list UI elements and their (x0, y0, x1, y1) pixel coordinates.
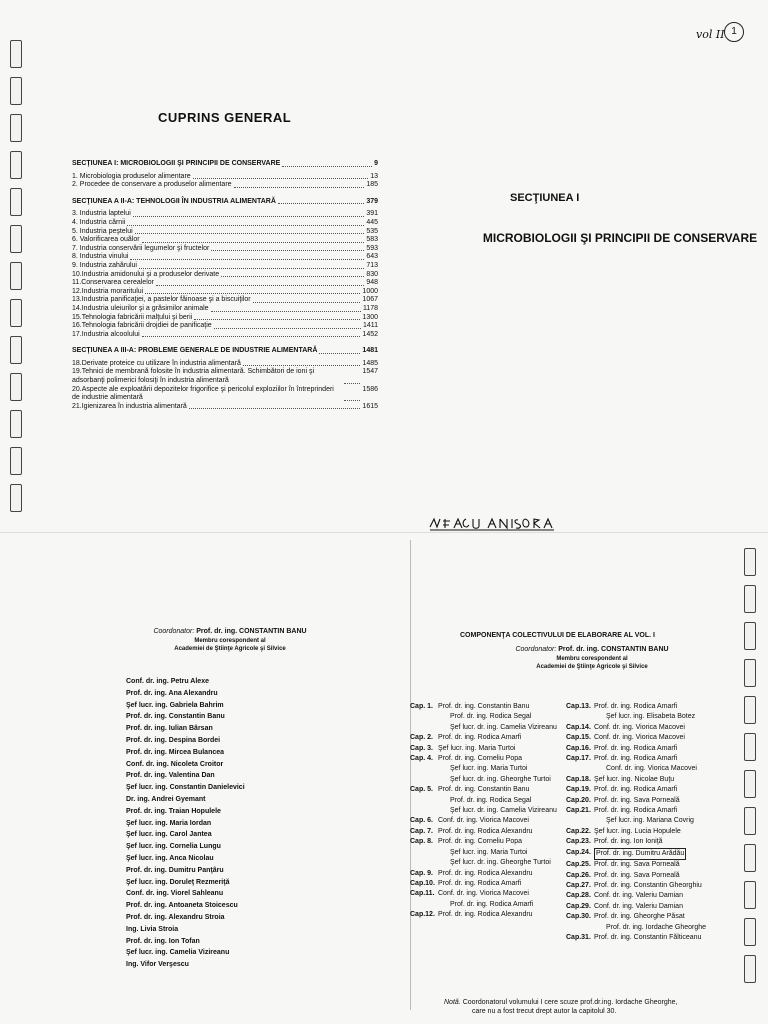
toc-section-label: SECŢIUNEA A III-A: PROBLEME GENERALE DE INDUSTRIE ALIMENTARĂ (72, 347, 318, 355)
binder-holes-left (10, 40, 24, 521)
toc-dot-leader (130, 253, 364, 260)
note-label: Notă. (444, 999, 461, 1006)
chapter-author-row (410, 712, 570, 722)
toc-item (72, 279, 378, 288)
chapter-author-name: Prof. dr. ing. Rodica Alexandru (438, 869, 533, 877)
toc-item (72, 296, 378, 305)
chapter-author-name: Şef lucr. dr. ing. Camelia Vizireanu (450, 807, 557, 815)
chapter-author-row (566, 785, 766, 795)
toc-item-page: 1547 (362, 368, 378, 376)
chapter-number: Cap.28. (566, 892, 591, 900)
author-name: Prof. dr. ing. Mircea Bulancea (126, 748, 225, 756)
chapter-author-row (566, 933, 766, 943)
toc-dot-leader (344, 368, 360, 383)
chapter-author-row (410, 785, 570, 795)
author-name: Prof. dr. ing. Ion Tofan (126, 937, 200, 945)
toc-item-page: 1615 (362, 402, 378, 410)
toc-item-page: 1067 (362, 296, 378, 304)
chapter-author-name: Prof. dr. ing. Corneliu Popa (438, 838, 523, 846)
toc-item-page: 185 (366, 181, 378, 189)
toc-item-page: 535 (366, 227, 378, 235)
author-name: Ing. Vifor Verşescu (126, 961, 189, 969)
chapter-author-name: Prof. dr. ing. Rodica Amarfi (438, 879, 522, 887)
toc-item-page: 1485 (362, 359, 378, 367)
footnote (444, 998, 677, 1016)
chapter-author-row (566, 702, 766, 712)
chapter-author-row (566, 816, 766, 826)
toc-item-page: 583 (366, 236, 378, 244)
toc-section-row (72, 347, 378, 356)
toc-item-label: 20.Aspecte ale exploatării depozitelor frigorifice şi pericolul exploziilor în întreprinderi de industrie alimentară (72, 385, 334, 402)
chapter-author-name: Conf. dr. ing. Viorica Macovei (594, 734, 685, 742)
binder-hole (10, 336, 22, 364)
chapter-author-name: Prof. dr. ing. Rodica Amarfi (450, 900, 534, 908)
toc-item (72, 228, 378, 237)
toc-section-page: 1481 (362, 347, 378, 355)
binder-hole (10, 299, 22, 327)
chapter-number: Cap.21. (566, 807, 591, 815)
toc-item-label: 18.Derivate proteice cu utilizare în industria alimentară (72, 359, 241, 367)
chapter-author-row (410, 858, 570, 868)
toc-item (72, 262, 378, 271)
chapter-author-row (410, 796, 570, 806)
toc-item (72, 181, 378, 190)
toc-item (72, 245, 378, 254)
chapter-author-row (566, 712, 766, 722)
chapter-author-name: Şef lucr. ing. Elisabeta Botez (606, 713, 696, 721)
chapter-number: Cap.11. (410, 890, 435, 898)
author-name: Şef lucr. ing. Cornelia Lungu (126, 843, 221, 851)
coordinator-line1: Membru corespondent al (556, 655, 628, 662)
author-name: Şef lucr. ing. Gabriela Bahrim (126, 701, 224, 709)
signature-scribble (428, 515, 558, 533)
chapter-author-row (410, 848, 570, 858)
chapter-number: Cap.24. (566, 848, 591, 856)
coordinator-name: Prof. dr. ing. CONSTANTIN BANU (196, 628, 307, 635)
toc-item-label: 4. Industria cărnii (72, 218, 126, 226)
toc-item (72, 271, 378, 280)
chapter-author-row (410, 754, 570, 764)
chapter-author-name: Prof. dr. ing. Rodica Amarfi (594, 744, 678, 752)
chapter-author-name: Şef lucr. ing. Maria Turtoi (438, 744, 516, 752)
chapter-author-row (410, 806, 570, 816)
toc-item-label: 12.Industria moraritului (72, 287, 144, 295)
toc-dot-leader (193, 173, 369, 180)
chapter-author-row (566, 881, 766, 891)
chapter-number (410, 796, 450, 806)
chapter-author-row (410, 816, 570, 826)
chapter-number (410, 900, 450, 910)
chapter-author-row (410, 837, 570, 847)
chapter-author-row (410, 733, 570, 743)
binder-hole (10, 410, 22, 438)
chapter-author-name: Prof. dr. ing. Rodica Segal (450, 713, 532, 721)
chapter-author-name: Prof. dr. ing. Constantin Banu (438, 786, 530, 794)
components-title: COMPONENŢA COLECTIVULUI DE ELABORARE AL VOL. I (460, 632, 655, 639)
author-name: Prof. dr. ing. Iulian Bârsan (126, 725, 213, 733)
chapter-author-name: Şef lucr. ing. Nicolae Buţu (594, 775, 675, 783)
toc-dot-leader (194, 314, 360, 321)
toc-item-page: 1586 (362, 385, 378, 393)
chapter-number: Cap. 5. (410, 786, 433, 794)
chapter-author-row (566, 912, 766, 922)
chapter-author-name: Prof. dr. ing. Rodica Amarfi (594, 807, 678, 815)
chapter-author-name: Prof. dr. ing. Constantin Gheorghiu (594, 881, 702, 889)
author-name: Şef lucr. ing. Camelia Vizireanu (126, 949, 230, 957)
binder-hole (744, 955, 756, 983)
toc-item-page: 593 (366, 244, 378, 252)
binder-hole (744, 585, 756, 613)
toc-item-label: 13.Industria panificaţiei, a pastelor făinoase şi a biscuiţilor (72, 296, 251, 304)
toc-item-label: 10.Industria amidonului şi a produselor derivate (72, 270, 220, 278)
toc-item-page: 830 (366, 270, 378, 278)
chapter-number: Cap. 9. (410, 869, 433, 877)
chapter-author-name: Prof. dr. ing. Rodica Alexandru (438, 827, 533, 835)
toc-item-label: 17.Industria alcoolului (72, 330, 140, 338)
toc-item (72, 253, 378, 262)
binder-hole (10, 114, 22, 142)
chapter-author-row (566, 827, 766, 837)
toc-item (72, 210, 378, 219)
chapter-author-name: Prof. dr. ing. Dumitru Arădău (594, 848, 686, 860)
toc-item-page: 1452 (362, 330, 378, 338)
chapter-number: Cap.14. (566, 723, 591, 731)
toc-item (72, 322, 378, 331)
toc-dot-leader (278, 198, 364, 205)
toc-item-label: 3. Industria laptelui (72, 210, 131, 218)
chapter-author-row (566, 923, 766, 933)
chapter-author-name: Prof. dr. ing. Rodica Alexandru (438, 911, 533, 919)
toc-item-page: 1411 (362, 322, 378, 330)
coordinator-block-left (110, 628, 350, 654)
author-name: Şef lucr. ing. Carol Jantea (126, 831, 212, 839)
author-name: Prof. dr. ing. Traian Hopulele (126, 807, 221, 815)
chapter-number: Cap. 8. (410, 838, 433, 846)
chapter-author-row (566, 848, 766, 860)
toc-dot-leader (282, 160, 372, 167)
chapter-author-row (410, 744, 570, 754)
toc-dot-leader (133, 210, 365, 217)
toc-item-label: 8. Industria vinului (72, 253, 129, 261)
chapter-number: Cap.10. (410, 879, 435, 887)
toc-item-label: 2. Procedee de conservare a produselor alimentare (72, 181, 232, 189)
chapter-number: Cap.30. (566, 913, 591, 921)
chapter-author-name: Şef lucr. ing. Lucia Hopulele (594, 827, 681, 835)
toc-item-label: 6. Valorificarea ouălor (72, 236, 140, 244)
toc-item-page: 445 (366, 218, 378, 226)
chapter-number: Cap. 4. (410, 755, 433, 763)
chapter-author-name: Prof. dr. ing. Constantin Banu (438, 703, 530, 710)
toc-dot-leader (135, 228, 365, 235)
chapter-author-row (566, 723, 766, 733)
chapter-author-row (410, 827, 570, 837)
coordinator-block-right (472, 646, 712, 672)
chapter-author-name: Prof. dr. ing. Rodica Amarfi (594, 786, 678, 794)
chapter-number: Cap.31. (566, 933, 591, 941)
toc-dot-leader (211, 305, 361, 312)
section-heading: SECŢIUNEA I (510, 192, 580, 204)
chapter-authors-left (410, 702, 570, 921)
chapter-author-name: Prof. dr. ing. Sava Porneală (594, 796, 680, 804)
author-name: Şef lucr. ing. Anca Nicolau (126, 854, 214, 862)
toc-dot-leader (221, 271, 364, 278)
chapter-author-row (566, 837, 766, 847)
chapter-author-row (566, 860, 766, 870)
toc-item (72, 331, 378, 340)
toc-item-label: 9. Industria zahărului (72, 261, 137, 269)
table-of-contents (72, 152, 378, 411)
author-name: Prof. dr. ing. Dumitru Panţâru (126, 866, 224, 874)
chapter-author-row (410, 900, 570, 910)
author-name: Prof. dr. ing. Ana Alexandru (126, 689, 218, 697)
author-name: Conf. dr. ing. Petru Alexe (126, 678, 209, 685)
chapter-author-row (410, 879, 570, 889)
toc-item-page: 1000 (362, 287, 378, 295)
author-name: Şef lucr. ing. Doruleţ Rezmeriţă (126, 878, 230, 886)
toc-title: CUPRINS GENERAL (158, 110, 292, 125)
toc-item-page: 948 (366, 279, 378, 287)
chapter-author-row (566, 796, 766, 806)
authors-list (126, 676, 245, 971)
toc-dot-leader (211, 245, 364, 252)
toc-item (72, 386, 378, 403)
toc-section-page: 379 (366, 197, 378, 205)
toc-item-page: 713 (366, 261, 378, 269)
toc-item-page: 1300 (362, 313, 378, 321)
chapter-author-row (410, 775, 570, 785)
binder-hole (744, 548, 756, 576)
section-title: MICROBIOLOGII ŞI PRINCIPII DE CONSERVARE (482, 231, 758, 245)
toc-dot-leader (234, 181, 365, 188)
chapter-author-row (410, 869, 570, 879)
toc-item-page: 1178 (362, 304, 378, 312)
chapter-author-name: Prof. dr. ing. Sava Porneală (594, 871, 680, 879)
chapter-number: Cap.19. (566, 786, 591, 794)
toc-item-label: 11.Conservarea cerealelor (72, 279, 154, 287)
coordinator-name: Prof. dr. ing. CONSTANTIN BANU (558, 646, 669, 653)
author-name: Ing. Livia Stroia (126, 925, 179, 933)
toc-item-label: 16.Tehnologia fabricării drojdiei de panificaţie (72, 322, 212, 330)
chapter-number: Cap. 3. (410, 744, 433, 752)
chapter-author-name: Prof. dr. ing. Rodica Segal (450, 796, 532, 804)
toc-item-page: 643 (366, 253, 378, 261)
toc-item-page: 13 (370, 172, 378, 180)
binder-hole (10, 225, 22, 253)
chapter-author-name: Conf. dr. ing. Viorica Macovei (594, 723, 685, 731)
toc-dot-leader (127, 219, 364, 226)
chapter-number (566, 764, 606, 774)
chapter-author-row (566, 733, 766, 743)
binder-hole (10, 447, 22, 475)
coordinator-line1: Membru corespondent al (194, 637, 266, 644)
toc-dot-leader (142, 236, 365, 243)
author-name: Prof. dr. ing. Despina Bordei (126, 736, 221, 744)
chapter-number: Cap.26. (566, 871, 591, 879)
handwritten-volume-note: vol II (696, 28, 725, 41)
toc-item (72, 368, 378, 385)
chapter-author-name: Prof. dr. ing. Corneliu Popa (438, 755, 523, 763)
note-line2: care nu a fost trecut drept autor la capitolul 30. (472, 1008, 617, 1015)
toc-item (72, 403, 378, 412)
chapter-number (410, 764, 450, 774)
chapter-number (410, 723, 450, 733)
chapter-author-row (566, 871, 766, 881)
chapter-number: Cap. 6. (410, 817, 433, 825)
chapter-author-name: Şef lucr. dr. ing. Camelia Vizireanu (450, 723, 557, 731)
chapter-number: Cap. 7. (410, 827, 433, 835)
chapter-author-name: Conf. dr. ing. Viorica Macovei (606, 765, 697, 773)
chapter-author-name: Prof. dr. ing. Rodica Amarfi (438, 734, 522, 742)
binder-hole (10, 262, 22, 290)
binder-hole (10, 188, 22, 216)
chapter-author-row (566, 764, 766, 774)
toc-dot-leader (139, 262, 364, 269)
chapter-number: Cap.13. (566, 703, 591, 710)
toc-item (72, 314, 378, 323)
toc-item-label: 21.Igienizarea în industria alimentară (72, 402, 187, 410)
chapter-author-name: Şef lucr. ing. Mariana Covrig (606, 817, 694, 825)
chapter-author-name: Conf. dr. ing. Viorica Macovei (438, 890, 529, 898)
toc-dot-leader (142, 331, 361, 338)
toc-item-label: 7. Industria conservării legumelor şi fructelor (72, 244, 210, 252)
chapter-number: Cap.23. (566, 838, 591, 846)
chapter-author-row (566, 754, 766, 764)
author-name: Conf. dr. ing. Nicoleta Croitor (126, 760, 224, 768)
toc-section-label: SECŢIUNEA A II-A: TEHNOLOGII ÎN INDUSTRIA ALIMENTARĂ (72, 197, 276, 205)
author-name: Prof. dr. ing. Antoaneta Stoicescu (126, 902, 238, 910)
chapter-authors-right (566, 702, 766, 943)
toc-dot-leader (253, 296, 361, 303)
chapter-number: Cap. 1. (410, 703, 433, 710)
toc-item-label: 5. Industria peştelui (72, 227, 133, 235)
chapter-number (410, 775, 450, 785)
chapter-author-name: Şef lucr. ing. Maria Turtoi (450, 765, 528, 773)
toc-item-label: 19.Tehnici de membrană folosite în industria alimentară. Schimbători de ioni şi adsorbanţi polimerici folosiţi în industria alimentară (72, 368, 315, 385)
chapter-number (410, 858, 450, 868)
author-name: Conf. dr. ing. Viorel Sahleanu (126, 890, 224, 898)
chapter-author-name: Prof. dr. ing. Constantin Fălticeanu (594, 933, 702, 941)
chapter-number (410, 848, 450, 858)
chapter-author-name: Prof. dr. ing. Ion Ioniţă (594, 838, 663, 846)
chapter-number: Cap.20. (566, 796, 591, 804)
page-fold-horizontal (0, 532, 768, 533)
chapter-number: Cap.18. (566, 775, 591, 783)
toc-section-row (72, 160, 378, 169)
note-line1: Coordonatorul volumului I cere scuze prof.dr.ing. Iordache Gheorghe, (462, 999, 678, 1006)
author-name: Prof. dr. ing. Constantin Banu (126, 713, 225, 721)
chapter-number: Cap. 2. (410, 734, 433, 742)
author-name: Prof. dr. ing. Valentina Dan (126, 772, 215, 780)
circled-page-number: 1 (724, 22, 744, 42)
chapter-number: Cap.29. (566, 902, 591, 910)
chapter-author-row (410, 723, 570, 733)
chapter-number: Cap.22. (566, 827, 591, 835)
chapter-author-name: Şef lucr. dr. ing. Gheorghe Turtoi (450, 859, 551, 867)
handwritten-signature (428, 515, 558, 536)
toc-item (72, 360, 378, 369)
chapter-number (566, 923, 606, 933)
binder-hole (744, 622, 756, 650)
toc-item (72, 236, 378, 245)
chapter-author-row (566, 891, 766, 901)
toc-section-page: 9 (374, 160, 378, 167)
toc-dot-leader (319, 347, 360, 354)
coordinator-line2: Academiei de Ştiinţe Agricole şi Silvice (174, 646, 286, 652)
binder-hole (10, 151, 22, 179)
toc-item-label: 15.Tehnologia fabricării malţului şi berii (72, 313, 193, 321)
toc-dot-leader (189, 403, 361, 410)
chapter-author-row (410, 764, 570, 774)
author-name: Prof. dr. ing. Alexandru Stroia (126, 913, 225, 921)
chapter-author-name: Conf. dr. ing. Viorica Macovei (438, 817, 529, 825)
chapter-author-name: Prof. dr. ing. Sava Porneală (594, 861, 680, 869)
chapter-number: Cap.12. (410, 911, 435, 919)
chapter-author-name: Conf. dr. ing. Valeriu Damian (594, 892, 683, 900)
chapter-author-row (410, 702, 570, 712)
chapter-author-row (410, 910, 570, 920)
binder-hole (10, 40, 22, 68)
coordinator-prefix: Coordonator: (515, 646, 557, 653)
chapter-number (410, 806, 450, 816)
chapter-number: Cap.17. (566, 755, 591, 763)
binder-hole (10, 77, 22, 105)
chapter-author-name: Conf. dr. ing. Valeriu Damian (594, 902, 683, 910)
binder-hole (10, 484, 22, 512)
toc-dot-leader (145, 288, 360, 295)
chapter-author-row (566, 806, 766, 816)
toc-dot-leader (243, 360, 361, 367)
chapter-author-name: Prof. dr. ing. Rodica Amarfi (594, 703, 678, 710)
chapter-author-name: Şef lucr. ing. Maria Turtoi (450, 848, 528, 856)
chapter-number (566, 712, 606, 722)
toc-item (72, 219, 378, 228)
chapter-author-name: Prof. dr. ing. Gheorghe Păsat (594, 913, 685, 921)
toc-section-label: SECŢIUNEA I: MICROBIOLOGII ŞI PRINCIPII DE CONSERVARE (72, 160, 281, 167)
author-name: Dr. ing. Andrei Gyemant (126, 795, 206, 803)
toc-dot-leader (156, 279, 364, 286)
chapter-author-row (566, 902, 766, 912)
toc-item-label: 14.Industria uleiurilor şi a grăsimilor animale (72, 304, 209, 312)
toc-item (72, 288, 378, 297)
chapter-number: Cap.25. (566, 861, 591, 869)
chapter-author-name: Prof. dr. ing. Iordache Gheorghe (606, 923, 707, 931)
chapter-number: Cap.27. (566, 881, 591, 889)
chapter-number (566, 816, 606, 826)
author-name: Şef lucr. ing. Maria Iordan (126, 819, 212, 827)
coordinator-line2: Academiei de Ştiinţe Agricole şi Silvice (536, 664, 648, 670)
chapter-author-row (410, 889, 570, 899)
toc-dot-leader (214, 322, 361, 329)
chapter-number (410, 712, 450, 722)
chapter-number: Cap.16. (566, 744, 591, 752)
chapter-author-name: Şef lucr. dr. ing. Gheorghe Turtoi (450, 775, 551, 783)
toc-dot-leader (344, 386, 360, 401)
toc-item-label: 1. Microbiologia produselor alimentare (72, 172, 191, 180)
chapter-author-row (566, 775, 766, 785)
toc-section-row (72, 198, 378, 207)
binder-hole (10, 373, 22, 401)
chapter-number: Cap.15. (566, 734, 591, 742)
toc-item-page: 391 (366, 210, 378, 218)
author-name: Şef lucr. ing. Constantin Danielevici (126, 784, 245, 792)
toc-item (72, 305, 378, 314)
toc-item (72, 173, 378, 182)
chapter-author-row (566, 744, 766, 754)
chapter-author-name: Prof. dr. ing. Rodica Amarfi (594, 755, 678, 763)
coordinator-prefix: Coordonator: (153, 628, 195, 635)
binder-hole (744, 659, 756, 687)
